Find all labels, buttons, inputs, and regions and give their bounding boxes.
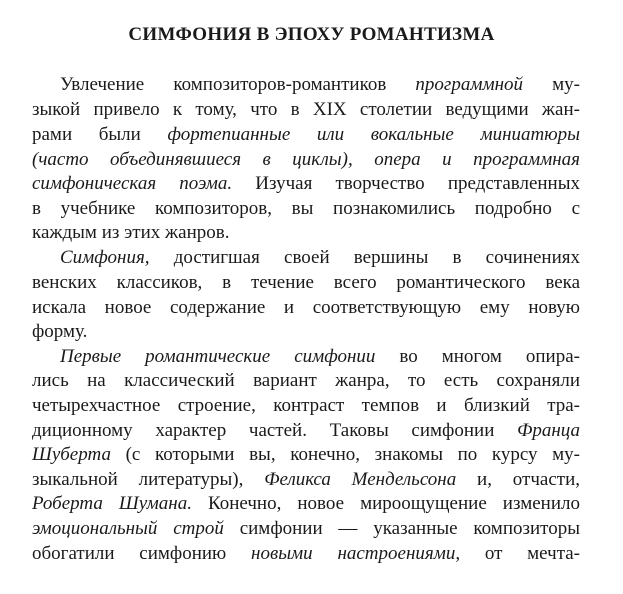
text-run: лись на классический вариант жанра, то есть сохраняли	[32, 370, 580, 391]
text-run: зыкальной литературы),	[32, 469, 265, 490]
text-run: симфонии — указанные композиторы	[223, 518, 580, 539]
italic-run: Феликса Мендельсона	[264, 469, 457, 490]
text-run: обогатили симфонию	[32, 543, 252, 564]
text-run: четырехчастное строение, контраст темпов и близкий тра-	[32, 395, 580, 416]
italic-run: Роберта Шумана.	[32, 493, 192, 514]
text-run: Конечно, новое мироощущение изменило	[191, 493, 580, 514]
text-line	[32, 369, 580, 394]
text-line	[32, 197, 580, 222]
text-run: рами были	[32, 124, 168, 145]
italic-run: Симфония,	[60, 247, 150, 268]
text-line	[32, 542, 580, 567]
text-run: диционному характер частей. Таковы симфонии	[32, 420, 518, 441]
text-line	[32, 443, 580, 468]
text-run: Увлечение композиторов-романтиков	[60, 74, 416, 95]
italic-run: Франца	[517, 420, 580, 441]
italic-run: новыми настроениями,	[251, 543, 461, 564]
text-line	[32, 394, 580, 419]
text-run: достигшая своей вершины в сочинениях	[149, 247, 580, 268]
text-line	[32, 98, 580, 123]
italic-run: Первые романтические симфонии	[60, 346, 376, 367]
text-run: венских классиков, в течение всего романтического века	[32, 272, 580, 293]
italic-run: эмоциональный строй	[32, 518, 224, 539]
text-run: (с которыми вы, конечно, знакомы по курсу му-	[110, 444, 580, 465]
page-title: СИМФОНИЯ В ЭПОХУ РОМАНТИЗМА	[128, 24, 495, 45]
italic-run: Шуберта	[32, 444, 111, 465]
text-line	[32, 492, 580, 517]
text-run: и, отчасти,	[456, 469, 581, 490]
italic-run: симфоническая поэма.	[32, 173, 233, 194]
italic-run: программной	[415, 74, 524, 95]
text-run: искала новое содержание и соответствующую ему новую	[32, 297, 580, 318]
text-line	[32, 517, 580, 542]
text-run: во многом опира-	[375, 346, 580, 367]
text-run: каждым из этих жанров.	[32, 222, 230, 243]
text-line	[32, 123, 580, 148]
text-line	[32, 148, 580, 173]
text-run: форму.	[32, 321, 88, 342]
text-line	[32, 172, 580, 197]
text-line	[32, 221, 580, 246]
text-run: в учебнике композиторов, вы познакомились подробно с	[32, 198, 580, 219]
text-run: му-	[523, 74, 580, 95]
text-line	[60, 73, 580, 98]
text-line	[60, 246, 580, 271]
text-line	[32, 320, 580, 345]
text-line	[32, 296, 580, 321]
text-run: зыкой привело к тому, что в XIX столетии ведущими жан-	[32, 99, 580, 120]
italic-run: фортепианные или вокальные миниатюры	[167, 124, 580, 145]
text-line	[32, 419, 580, 444]
text-line	[60, 345, 580, 370]
text-line	[32, 468, 580, 493]
italic-run: (часто объединявшиеся в циклы), опера и программная	[32, 149, 580, 170]
text-run: Изучая творчество представленных	[232, 173, 580, 194]
text-line	[32, 271, 580, 296]
text-run: от мечта-	[460, 543, 580, 564]
